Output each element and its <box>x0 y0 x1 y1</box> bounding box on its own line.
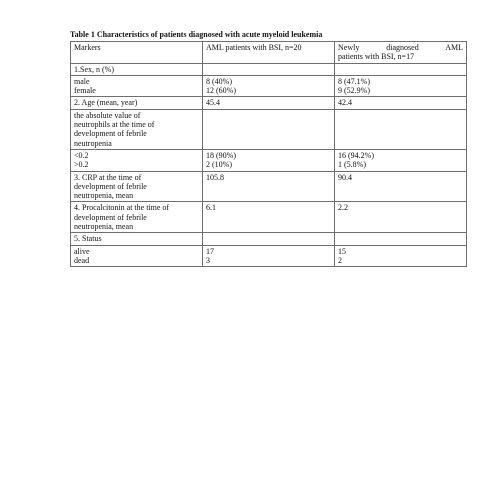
female-aml-value: 12 (60%) <box>206 86 236 96</box>
neutrophils-label-line2: neutrophils at the time of <box>74 120 155 130</box>
header-newly-diagnosed <box>335 42 467 64</box>
pct-aml-value: 6.1 <box>203 202 335 233</box>
characteristics-table <box>70 41 467 267</box>
neutrophils-gt-new-value: 1 (5.8%) <box>338 160 366 170</box>
header-newly-diagnosed-line1: Newly diagnosed AML <box>338 43 463 52</box>
crp-label-line1: 3. CRP at the time of <box>74 172 142 182</box>
neutrophils-lt-label: <0.2 <box>74 150 89 160</box>
pct-label-line2: development of febrile <box>74 212 147 222</box>
neutrophils-label-line1: the absolute value of <box>74 110 141 120</box>
crp-aml-value: 105.8 <box>203 171 335 202</box>
male-new-value: 8 (47.1%) <box>338 76 370 86</box>
table-caption: Table 1 Characteristics of patients diagnosed with acute myeloid leukemia <box>70 30 323 39</box>
alive-label: alive <box>74 246 90 256</box>
header-aml-bsi: AML patients with BSI, n=20 <box>203 42 335 64</box>
neutrophils-label-line3: development of febrile <box>74 129 147 139</box>
dead-label: dead <box>74 255 90 265</box>
neutrophils-lt-new-value: 16 (94.2%) <box>338 150 374 160</box>
pct-label-line3: neutropenia, mean <box>74 222 134 232</box>
male-aml-value: 8 (40%) <box>206 76 232 86</box>
table-row-neutrophils <box>71 109 467 149</box>
age-new-value: 42.4 <box>335 97 467 109</box>
male-label: male <box>74 76 90 86</box>
alive-new-value: 15 <box>338 246 346 256</box>
crp-label-line2: development of febrile <box>74 181 147 191</box>
dead-new-value: 2 <box>338 255 342 265</box>
neutrophils-gt-aml-value: 2 (10%) <box>206 160 232 170</box>
female-new-value: 9 (52.9%) <box>338 86 370 96</box>
neutrophils-label-line4: neutropenia <box>74 138 112 148</box>
status-label: 5. Status <box>71 233 203 245</box>
age-label: 2. Age (mean, year) <box>71 97 203 109</box>
table-row-status <box>71 233 467 245</box>
header-markers: Markers <box>71 42 203 64</box>
crp-label-line3: neutropenia, mean <box>74 191 134 201</box>
table-row-age <box>71 97 467 109</box>
pct-label-line1: 4. Procalcitonin at the time of <box>74 203 170 213</box>
female-label: female <box>74 86 96 96</box>
header-newly-diagnosed-line2: patients with BSI, n=17 <box>338 52 415 62</box>
table-row-procalcitonin <box>71 202 467 233</box>
sex-label: 1.Sex, n (%) <box>71 63 203 75</box>
table-row-crp <box>71 171 467 202</box>
neutrophils-gt-label: >0.2 <box>74 160 89 170</box>
table-row-sex-values <box>71 75 467 97</box>
table-row-status-values <box>71 245 467 267</box>
dead-aml-value: 3 <box>206 255 210 265</box>
table-row-neutrophils-values <box>71 149 467 171</box>
table-row-header <box>71 42 467 64</box>
table-row-sex <box>71 63 467 75</box>
crp-new-value: 90.4 <box>335 171 467 202</box>
alive-aml-value: 17 <box>206 246 214 256</box>
neutrophils-lt-aml-value: 18 (90%) <box>206 150 236 160</box>
age-aml-value: 45.4 <box>203 97 335 109</box>
pct-new-value: 2.2 <box>335 202 467 233</box>
